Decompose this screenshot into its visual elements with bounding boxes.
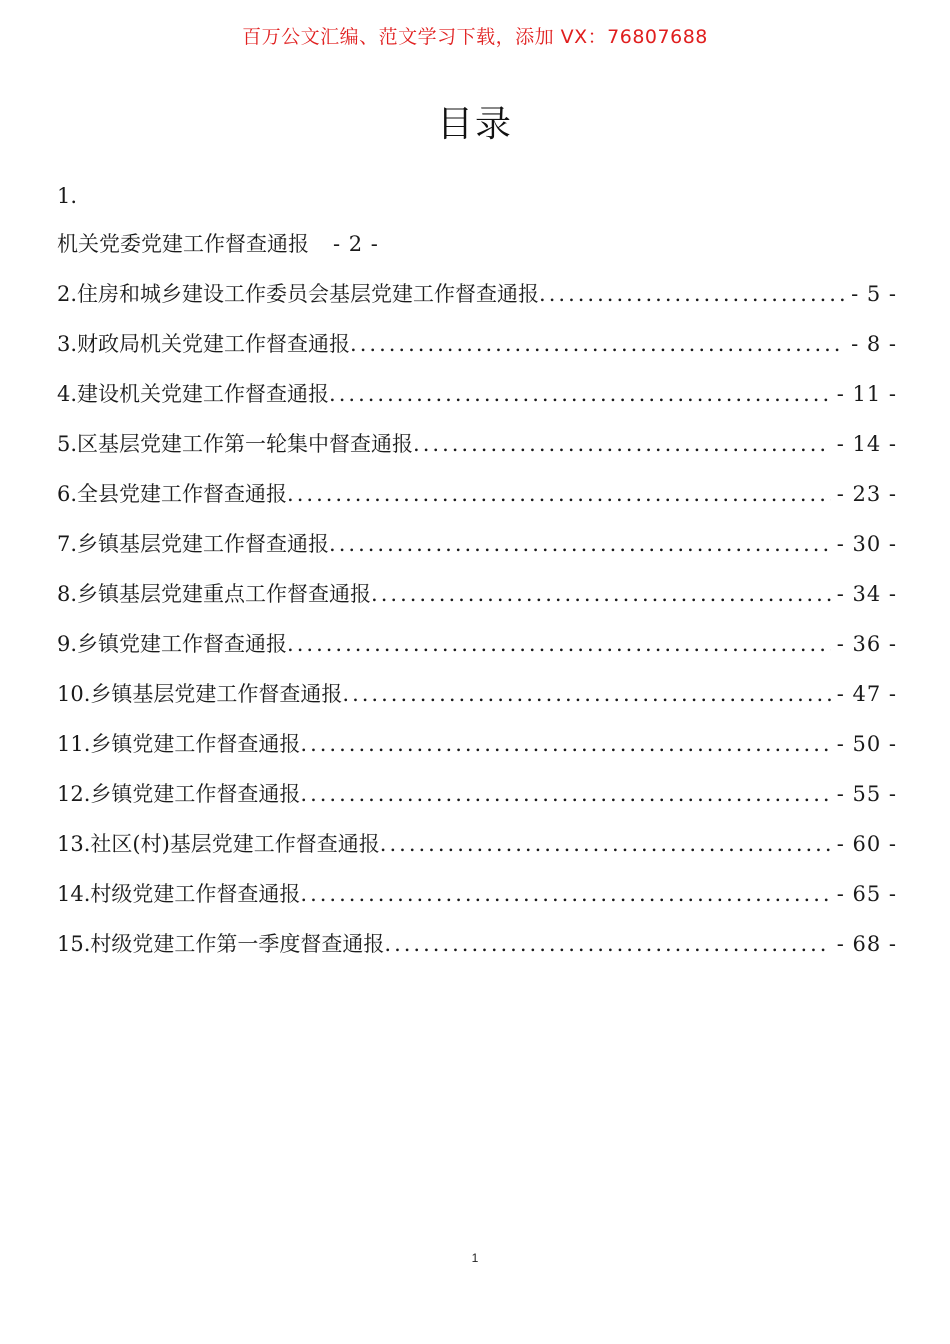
toc-entry[interactable] <box>57 824 897 874</box>
toc-entry-page: - 8 - <box>851 332 897 356</box>
toc-entry-page: - 30 - <box>836 532 897 556</box>
toc-entry-title: 机关党委党建工作督查通报 <box>57 232 309 256</box>
toc-entry-1-number: 1. <box>57 184 78 208</box>
toc-entry[interactable] <box>57 274 897 324</box>
toc-entry[interactable] <box>57 674 897 724</box>
toc-entry-page: - 14 - <box>836 432 897 456</box>
toc-entry-title: 2.住房和城乡建设工作委员会基层党建工作督查通报 <box>57 282 540 306</box>
toc-dot-leader <box>287 624 831 664</box>
toc-entry-page: - 2 - <box>333 232 379 256</box>
header-banner: 百万公文汇编、范文学习下载，添加 VX：76807688 <box>242 26 708 48</box>
toc-entry-page: - 34 - <box>836 582 897 606</box>
toc-dot-leader <box>539 274 845 314</box>
toc-entry-page: - 5 - <box>851 282 897 306</box>
toc-entry[interactable] <box>57 524 897 574</box>
toc-entry[interactable] <box>57 774 897 824</box>
toc-entry[interactable] <box>57 624 897 674</box>
toc-entry-page: - 65 - <box>836 882 897 906</box>
toc-entry-page: - 36 - <box>836 632 897 656</box>
toc-dot-leader <box>300 724 830 764</box>
toc-entry-page: - 60 - <box>836 832 897 856</box>
toc-entry[interactable] <box>57 424 897 474</box>
toc-entry[interactable] <box>57 924 897 974</box>
toc-entry-title: 14.村级党建工作督查通报 <box>57 882 301 906</box>
toc-entry-title: 8.乡镇基层党建重点工作督查通报 <box>57 582 372 606</box>
toc-entry-page: - 55 - <box>836 782 897 806</box>
toc-entry[interactable] <box>57 374 897 424</box>
toc-dot-leader <box>384 924 830 964</box>
toc-dot-leader <box>342 674 830 714</box>
toc-entry-page: - 68 - <box>836 932 897 956</box>
toc-dot-leader <box>371 574 831 614</box>
toc-entry-title: 10.乡镇基层党建工作督查通报 <box>57 682 343 706</box>
toc-dot-leader <box>350 324 845 364</box>
toc-entry-title: 6.全县党建工作督查通报 <box>57 482 288 506</box>
toc-entry[interactable] <box>57 574 897 624</box>
toc-dot-leader <box>413 424 831 464</box>
toc-entry-title: 7.乡镇基层党建工作督查通报 <box>57 532 330 556</box>
toc-entry[interactable] <box>57 324 897 374</box>
page-title: 目录 <box>436 104 513 145</box>
toc-entry-title: 5.区基层党建工作第一轮集中督查通报 <box>57 432 414 456</box>
toc-entry-title: 13.社区(村)基层党建工作督查通报 <box>57 832 380 856</box>
toc-entry-1[interactable] <box>57 218 897 274</box>
page-number: 1 <box>471 1251 479 1265</box>
toc-entry[interactable] <box>57 874 897 924</box>
toc-entry[interactable] <box>57 724 897 774</box>
toc-entry-title: 4.建设机关党建工作督查通报 <box>57 382 330 406</box>
toc-entry-page: - 50 - <box>836 732 897 756</box>
toc-dot-leader <box>380 824 831 864</box>
toc-dot-leader <box>300 774 830 814</box>
toc-entry-title: 15.村级党建工作第一季度督查通报 <box>57 932 385 956</box>
toc-entry-page: - 47 - <box>836 682 897 706</box>
toc-entry-title: 12.乡镇党建工作督查通报 <box>57 782 301 806</box>
toc-dot-leader <box>329 374 831 414</box>
toc-entry-page: - 23 - <box>836 482 897 506</box>
toc-entry-title: 11.乡镇党建工作督查通报 <box>57 732 301 756</box>
toc-dot-leader <box>329 524 831 564</box>
toc-entry-title: 9.乡镇党建工作督查通报 <box>57 632 288 656</box>
toc-dot-leader <box>300 874 830 914</box>
toc-dot-leader <box>287 474 831 514</box>
toc-entry-page: - 11 - <box>836 382 897 406</box>
toc-entry[interactable] <box>57 474 897 524</box>
table-of-contents <box>57 176 897 974</box>
toc-entry-title: 3.财政局机关党建工作督查通报 <box>57 332 351 356</box>
